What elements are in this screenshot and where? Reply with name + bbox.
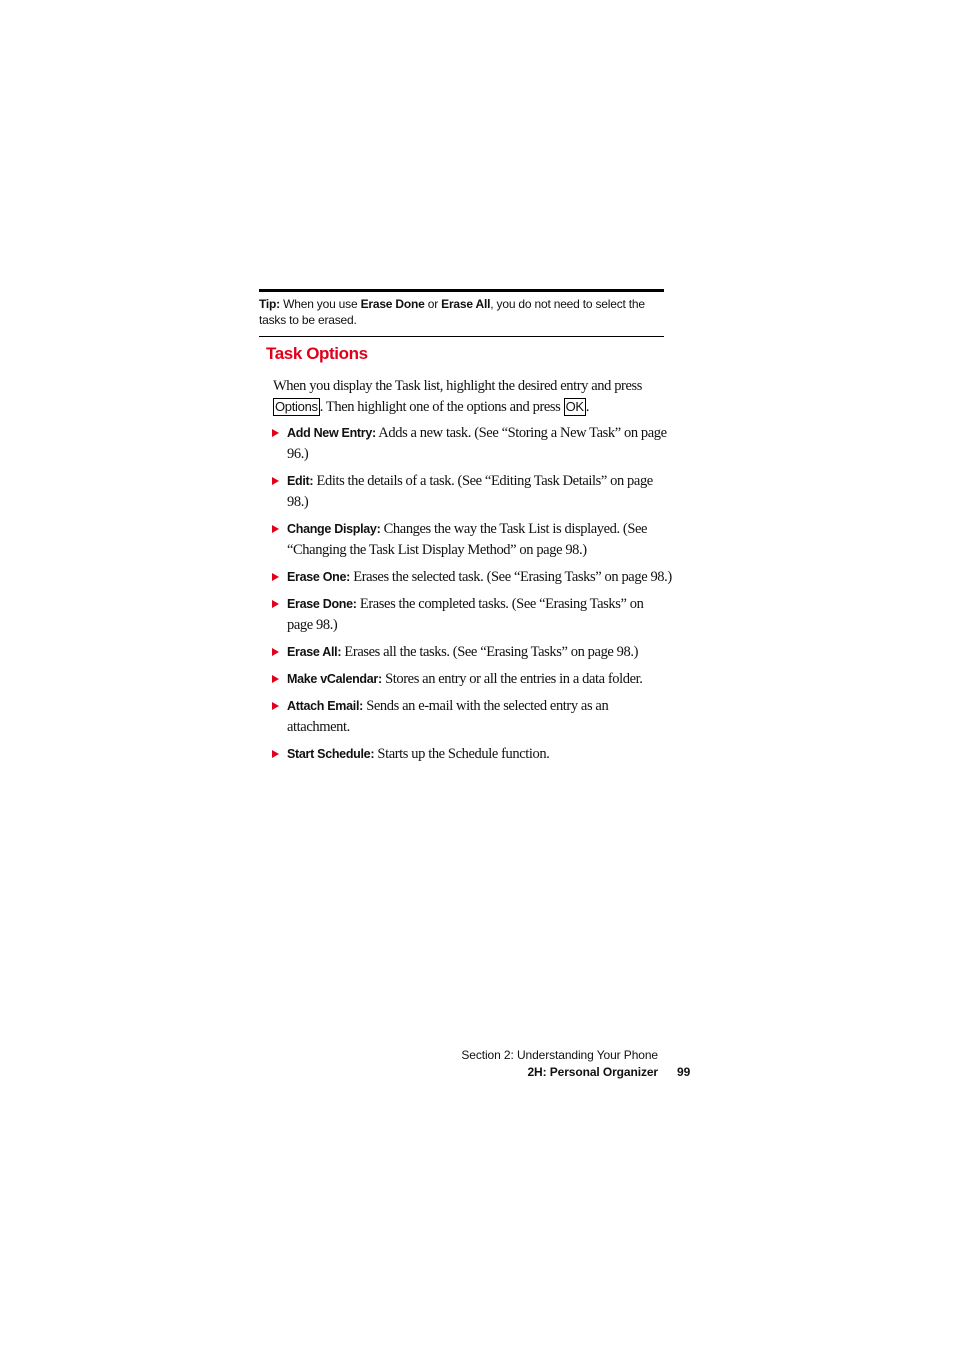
bullet-arrow-icon — [272, 648, 279, 656]
intro-paragraph — [273, 376, 668, 417]
page-number: 99 — [677, 1065, 691, 1079]
bullet-arrow-icon — [272, 702, 279, 710]
intro-text-3: . — [585, 398, 590, 415]
bullet-arrow-icon — [272, 429, 279, 437]
bullet-arrow-icon — [272, 750, 279, 758]
option-desc: Changes the way the Task List is displayed. (See “Changing the Task List Display Method” on page 98.) — [287, 521, 648, 558]
list-item — [272, 642, 672, 663]
list-item — [272, 696, 672, 738]
option-desc: Stores an entry or all the entries in a data folder. — [381, 671, 643, 687]
option-desc: Erases the selected task. (See “Erasing Tasks” on page 98.) — [350, 569, 672, 585]
option-desc: Starts up the Schedule function. — [374, 746, 550, 762]
option-term: Erase All: — [287, 645, 342, 659]
bullet-arrow-icon — [272, 477, 279, 485]
section-title: Task Options — [266, 344, 368, 363]
list-item — [272, 567, 672, 588]
option-term: Edit: — [287, 474, 314, 488]
tip-text-2: or — [424, 297, 442, 311]
list-item — [272, 744, 672, 765]
tip-term-erase-done: Erase Done — [360, 297, 425, 311]
option-term: Add New Entry: — [287, 426, 376, 440]
tip-text-1: When you use — [279, 297, 361, 311]
tip-term-erase-all: Erase All — [441, 297, 491, 311]
list-item — [272, 519, 672, 561]
tip-text-3: , you do not need to select the tasks to be erased. — [259, 297, 645, 327]
option-desc: Erases the completed tasks. (See “Erasing Tasks” on page 98.) — [287, 596, 644, 633]
bullet-arrow-icon — [272, 600, 279, 608]
bullet-arrow-icon — [272, 525, 279, 533]
list-item — [272, 471, 672, 513]
option-term: Erase Done: — [287, 597, 357, 611]
ok-key: OK — [565, 398, 584, 414]
option-desc: Edits the details of a task. (See “Editing Task Details” on page 98.) — [287, 473, 653, 510]
list-item — [272, 669, 672, 690]
intro-text-1: When you display the Task list, highlight the desired entry and press — [273, 378, 642, 394]
option-term: Erase One: — [287, 570, 351, 584]
option-term: Make vCalendar: — [287, 672, 382, 686]
intro-text-2: . Then highlight one of the options and press — [319, 398, 564, 415]
tip-box — [259, 289, 664, 337]
list-item — [272, 423, 672, 465]
bullet-arrow-icon — [272, 675, 279, 683]
bullet-arrow-icon — [272, 573, 279, 581]
option-desc: Erases all the tasks. (See “Erasing Tasks” on page 98.) — [341, 644, 639, 660]
option-term: Change Display: — [287, 522, 381, 536]
page-footer — [461, 1047, 658, 1081]
option-term: Start Schedule: — [287, 747, 375, 761]
list-item — [272, 594, 672, 636]
footer-section: Section 2: Understanding Your Phone — [461, 1048, 658, 1062]
option-desc: Sends an e-mail with the selected entry as an attachment. — [287, 698, 609, 735]
option-term: Attach Email: — [287, 699, 363, 713]
tip-label: Tip: — [259, 297, 280, 311]
task-options-list — [272, 423, 672, 771]
footer-chapter: 2H: Personal Organizer — [527, 1065, 658, 1079]
option-desc: Adds a new task. (See “Storing a New Task” on page 96.) — [287, 425, 667, 462]
options-softkey: Options — [275, 398, 318, 414]
